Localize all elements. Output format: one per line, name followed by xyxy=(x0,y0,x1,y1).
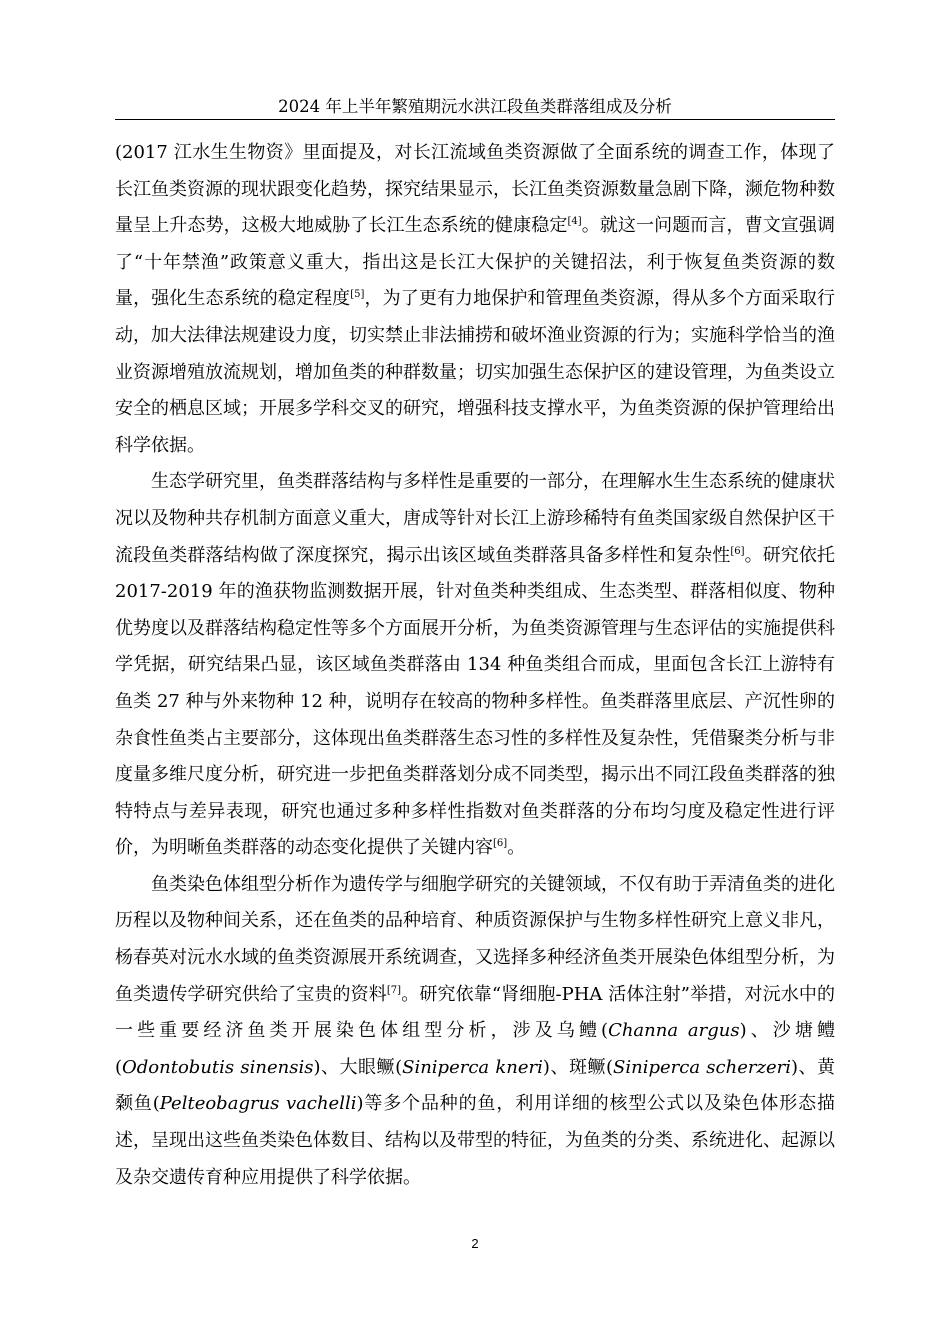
body-text xyxy=(115,135,835,1196)
citation-ref: [6] xyxy=(730,545,745,557)
text-run: (2017 江水生生物资》里面提及，对长江流域鱼类资源做了全面系统的调查工作，体现了长江鱼类资源的现状跟变化趋势，探究结果显示，长江鱼类资源数量急剧下降，濒危物种数量呈上升态势，这极大地威胁了长江生态系统的健康稳定 xyxy=(115,142,835,237)
text-run: 鱼类染色体组型分析作为遗传学与细胞学研究的关键领域，不仅有助于弄清鱼类的进化历程以及物种间关系，还在鱼类的品种培育、种质资源保护与生物多样性研究上意义非凡，杨春英对沅水水域的鱼类资源展开系统调查，又选择多种经济鱼类开展染色体组型分析，为鱼类遗传学研究供给了宝贵的资料 xyxy=(115,873,835,1005)
species-name: Odontobutis sinensis xyxy=(122,1056,314,1078)
citation-ref: [6] xyxy=(493,838,508,850)
paragraph-3 xyxy=(115,867,835,1196)
species-name: Pelteobagrus vachelli xyxy=(159,1093,357,1115)
species-name: Channa argus xyxy=(608,1020,740,1042)
species-name: Siniperca kneri xyxy=(402,1056,543,1078)
text-run: )、沙塘鳢( xyxy=(115,1020,835,1078)
citation-ref: [4] xyxy=(567,216,582,228)
running-header: 2024 年上半年繁殖期沅水洪江段鱼类群落组成及分析 xyxy=(278,97,672,116)
paragraph-2 xyxy=(115,464,835,867)
text-run: )、黄颡鱼( xyxy=(115,1056,836,1115)
text-run: 。研究依托 2017-2019 年的渔获物监测数据开展，针对鱼类种类组成、生态类型、群落相似度、物种优势度以及群落结构稳定性等多个方面展开分析，为鱼类资源管理与生态评估的实施提供科学凭据，研究结果凸显，该区域鱼类群落由 134 种鱼类组合而成，里面包含长江上游特有鱼类 27 种与外来物种 12 种，说明存在较高的物种多样性。鱼类群落里底层、产沉性卵的杂食性鱼类占主要部分，这体现出鱼类群落生态习性的多样性及复杂性，凭借聚类分析与非度量多维尺度分析，研究进一步把鱼类群落划分成不同类型，揭示出不同江段鱼类群落的独特特点与差异表现，研究也通过多种多样性指数对鱼类群落的分布均匀度及稳定性进行评价，为明晰鱼类群落的动态变化提供了关键内容 xyxy=(115,544,836,859)
citation-ref: [5] xyxy=(350,289,365,301)
text-run: ，为了更有力地保护和管理鱼类资源，得从多个方面采取行动，加大法律法规建设力度，切实禁止非法捕捞和破坏渔业资源的行为；实施科学恰当的渔业资源增殖放流规划，增加鱼类的种群数量；切实加强生态保护区的建设管理，为鱼类设立安全的栖息区域；开展多学科交叉的研究，增强科技支撑水平，为鱼类资源的保护管理给出科学依据。 xyxy=(115,288,836,456)
text-run: 。就这一问题而言，曹文宣强调了“十年禁渔”政策意义重大，指出这是长江大保护的关键招法，利于恢复鱼类资源的数量，强化生态系统的稳定程度 xyxy=(115,215,835,310)
page-number: 2 xyxy=(471,1236,479,1251)
text-run: 。 xyxy=(507,837,526,859)
paragraph-1 xyxy=(115,135,835,464)
citation-ref: [7] xyxy=(386,984,402,996)
text-run: 生态学研究里，鱼类群落结构与多样性是重要的一部分，在理解水生生态系统的健康状况以及物种共存机制方面意义重大，唐成等针对长江上游珍稀特有鱼类国家级自然保护区干流段鱼类群落结构做了深度探究，揭示出该区域鱼类群落具备多样性和复杂性 xyxy=(115,471,835,566)
text-run: )等多个品种的鱼，利用详细的核型公式以及染色体形态描述，呈现出这些鱼类染色体数目、结构以及带型的特征，为鱼类的分类、系统进化、起源以及杂交遗传育种应用提供了科学依据。 xyxy=(115,1093,835,1188)
header-rule xyxy=(115,119,835,120)
species-name: Siniperca scherzeri xyxy=(613,1056,791,1078)
text-run: )、大眼鳜( xyxy=(313,1056,403,1078)
text-run: 。研究依靠“肾细胞-PHA 活体注射”举措，对沅水中的一些重要经济鱼类开展染色体组型分析，涉及乌鳢( xyxy=(115,983,836,1042)
text-run: )、斑鳜( xyxy=(542,1056,614,1078)
